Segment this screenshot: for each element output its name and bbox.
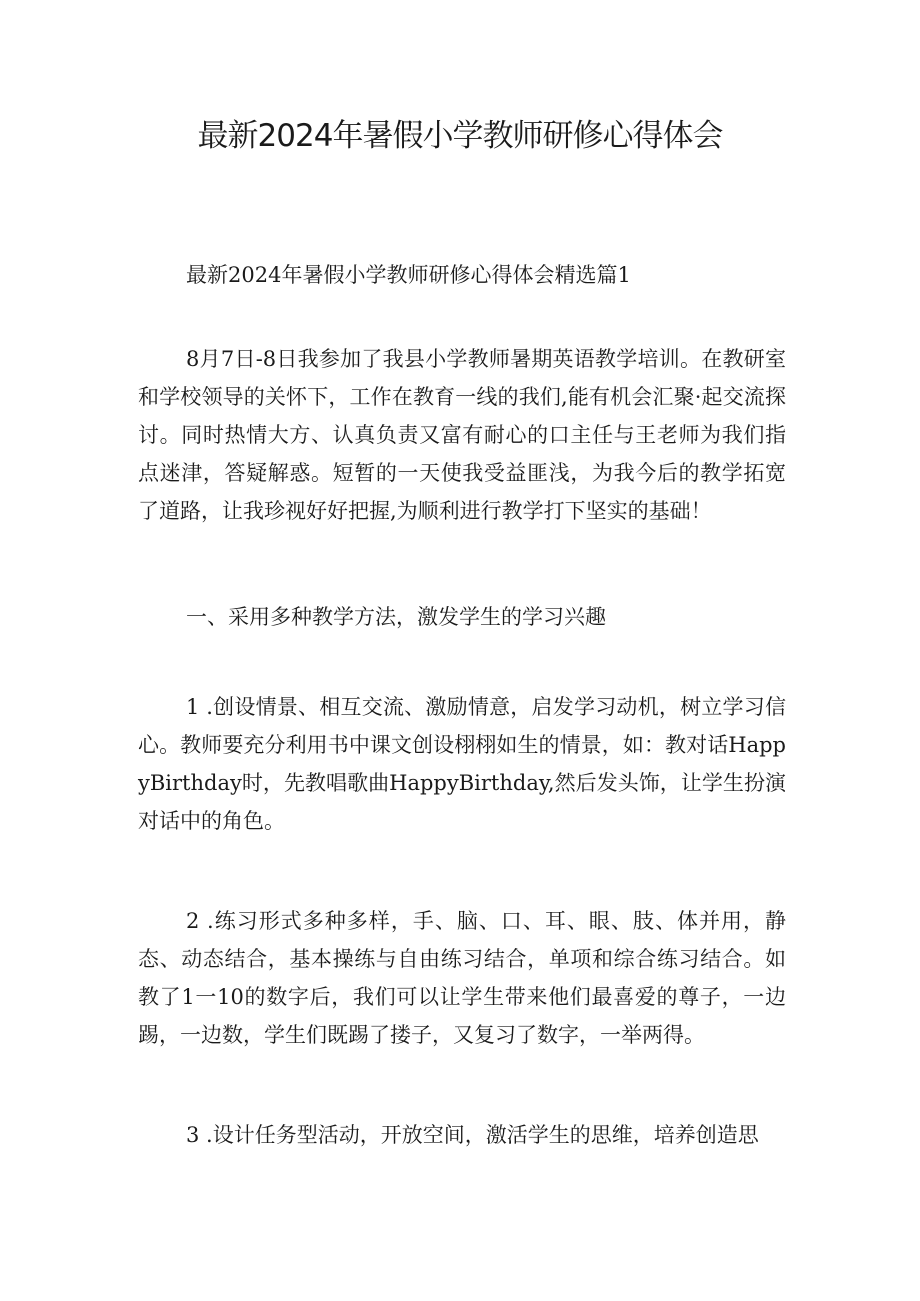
list-item-3: 3 .设计任务型活动，开放空间，激活学生的思维，培养创造思 — [186, 1123, 759, 1147]
section-subtitle: 最新2024年暑假小学教师研修心得体会精选篇1 — [186, 263, 631, 287]
list-item-1: 1 .创设情景、相互交流、激励情意，启发学习动机，树立学习信心。教师要充分利用书中课文创设栩栩如生的情景，如：教对话HappyBirthday时，先教唱歌曲HappyBirthday,然后发头饰，让学生扮演对话中的角色。 — [138, 695, 786, 833]
document-title: 最新2024年暑假小学教师研修心得体会 — [197, 118, 723, 154]
intro-paragraph: 8月7日-8日我参加了我县小学教师暑期英语教学培训。在教研室和学校领导的关怀下，工作在教育一线的我们,能有机会汇聚·起交流探讨。同时热情大方、认真负责又富有耐心的口主任与王老师为我们指点迷津，答疑解惑。短暂的一天使我受益匪浅，为我今后的教学拓宽了道路，让我珍视好好把握,为顺利进行教学打下坚实的基础！ — [138, 347, 786, 523]
section-heading: 一、采用多种教学方法，激发学生的学习兴趣 — [186, 605, 606, 629]
list-item-2: 2 .练习形式多种多样，手、脑、口、耳、眼、肢、体并用，静态、动态结合，基本操练与自由练习结合，单项和综合练习结合。如教了1一10的数字后，我们可以让学生带来他们最喜爱的尊子，一边踢，一边数，学生们既踢了搂子，又复习了数字，一举两得。 — [138, 909, 786, 1047]
